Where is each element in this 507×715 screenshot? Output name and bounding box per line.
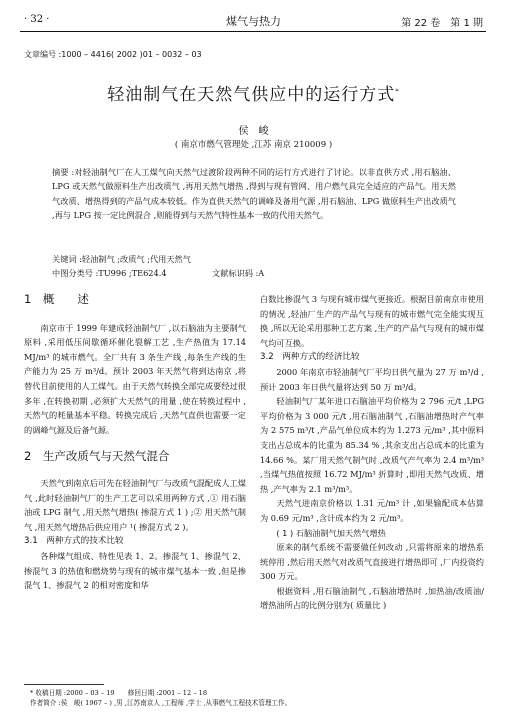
- right-column: [260, 292, 484, 613]
- footnote-rule: [24, 684, 104, 685]
- page-number: · 32 ·: [24, 14, 50, 25]
- keywords: 关键词 :轻油制气 ;改质气 ;代用天然气: [52, 254, 191, 264]
- title-text: 轻油制气在天然气供应中的运行方式: [107, 85, 396, 105]
- author: 侯 峻: [238, 126, 269, 137]
- right-paragraph-3: 轻油制气厂某年进口石脑油平均价格为 2 796 元/t ,LPG 平均价格为 3 000 元/t ,用石脑油制气 ,石脑油增热时产气率为 2 575 m³/t ,产品气单位成本约为 1.273 元/m³ ,其中原料支出占总成本的比重为 85.34 % ,其余支出占总成本的比重为 14.66 %。某厂用天然气制气时 ,改质气产气率为 2.4 m³/m³ ,当煤气热值按照 16.72 MJ/m³ 折算时 ,即用天然气改质、增热 ,产气率为 2.1 m³/m³。: [260, 396, 484, 494]
- right-paragraph-2: 2000 年南京市轻油制气厂平均日供气量为 27 万 m³/d ,预计 2003 年日供气量将达到 50 万 m³/d。: [260, 366, 484, 392]
- author-bio: 作者简介 :侯 峻( 1967 – ) ,男 ,江苏南京人 ,工程师 ,学士 ,从事燃气工程技术管理工作。: [30, 699, 292, 707]
- section-1-heading: 1 概 述: [24, 292, 89, 306]
- right-paragraph-1: 白数比掺混气 3 与现有城市煤气更接近。根据目前南京市使用的情况 ,轻油厂生产的产品气与现有的城市燃气完全能实现互换 ,所以无论采用那种工艺方案 ,生产的产品气与现有的城市煤气均可互换。: [260, 294, 484, 348]
- title-footnote-mark: *: [395, 87, 400, 96]
- section-1-paragraph: 南京市于 1999 年建成轻油制气厂 ,以石脑油为主要制气原料 ,采用低压间歇循环催化裂解工艺 ,生产热值为 17.14 MJ/m³ 的城市燃气。全厂共有 3 条生产线 ,每条生产线的生产能力为 25 万 m³/d。预计 2003 年天然气将到达南京 ,将替代目前使用的人工煤气。由于天然气转换全部完成要经过很多年 ,在转换初期 ,必须扩大天然气的用量 ,使在转换过程中 ,天然气的耗量基本平稳。转换完成后 ,天然气直供也需要一定的调峰气源及后备气源。: [24, 322, 246, 435]
- clc-number: 中图分类号 :TU996 ;TE624.4: [52, 268, 167, 278]
- right-paragraph-7: 根据资料 ,用石脑油制气 ,石脑油增热时 ,加热油/改质油/增热油所占的比例分别为( 质量比 ): [260, 585, 484, 611]
- abstract: 摘要 :对轻油制气厂在人工煤气向天然气过渡阶段两种不同的运行方式进行了讨论。以非直供方式 ,用石脑油、LPG 或天然气做原料生产出改质气 ,再用天然气增热 ,得到与现有管网、用户燃气具完全适应的产品气。用天然气改质、增热得到的产品气成本较低。作为直供天然气的调峰及备用气源 ,用石脑油、LPG 做原料生产出改质气 ,再与 LPG 按一定比例混合 ,则能得到与天然气特性基本一致的代用天然气。: [52, 167, 456, 221]
- section-2-paragraph: 天然气到南京后可先在轻油制气厂与改质气混配成人工煤气 ,此时轻油制气厂的生产工艺可以采用两种方式 ,① 用石脑油或 LPG 制气 ,用天然气增热( 掺混方式 1 ) ;② 用天然气制气 ,用天然气增热后供应用户 ¹( 掺混方式 2 )。: [24, 477, 246, 532]
- paper-title: [0, 80, 507, 105]
- subsection-1-heading: ( 1 ) 石脑油制气加天然气增热: [276, 527, 386, 538]
- document-code: 文献标识码 :A: [212, 268, 265, 278]
- left-column: [24, 292, 246, 593]
- article-id: 文章编号 :1000 – 4416( 2002 )01 – 0032 – 03: [24, 50, 202, 59]
- section-2-heading: 2 生产改质气与天然气混合: [24, 449, 170, 464]
- received-date: * 收稿日期 :2000 – 03 – 19 修回日期 :2001 – 12 – 18: [30, 689, 208, 697]
- section-3-2-heading: 3.2 两种方式的经济比较: [260, 352, 360, 363]
- affiliation: ( 南京市燃气管理处 ,江苏 南京 210009 ): [174, 140, 333, 150]
- right-paragraph-6: 原来的制气系统不需要做任何改动 ,只需将原来的增热系统停用 ,然后用天然气对改质气直接进行增热即可 ,厂内投资约 300 万元。: [260, 542, 484, 582]
- footnote: [30, 688, 490, 708]
- volume-issue: 第 22 卷 第 1 期: [401, 18, 483, 29]
- right-paragraph-4: 天然气进南京价格以 1.31 元/m³ 计 ,如果输配成本估算为 0.69 元/m³ ,含计成本约为 2 元/m³。: [260, 498, 484, 523]
- section-3-1-heading: 3.1 两种方式的技术比较: [24, 536, 124, 547]
- journal-name: 煤气与热力: [226, 15, 281, 28]
- header-rule: [20, 31, 486, 32]
- section-3-1-paragraph: 各种煤气组成、特性见表 1、2。掺混气 1、掺混气 2、掺混气 3 的热值和燃烧势与现有的城市煤气基本一致 ,但是掺混气 1、掺混气 2 的相对密度和华: [24, 550, 246, 591]
